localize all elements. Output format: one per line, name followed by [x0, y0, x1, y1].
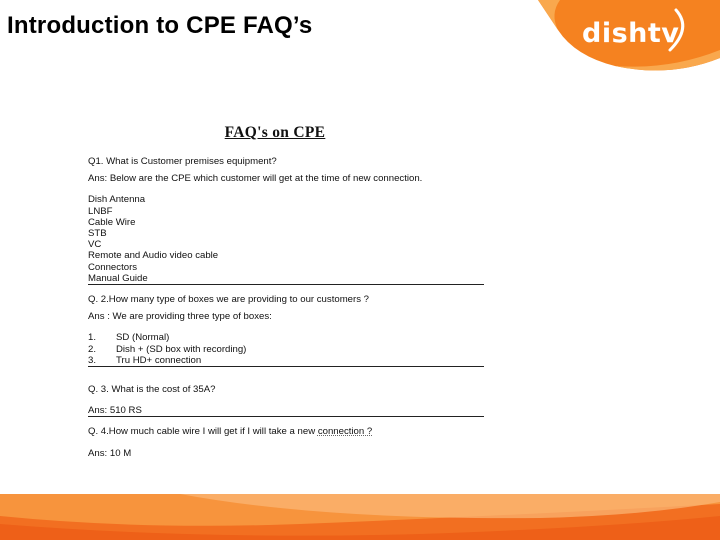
divider	[88, 284, 484, 285]
question-2: Q. 2.How many type of boxes we are providing to our customers ?	[88, 294, 370, 306]
divider	[88, 366, 484, 367]
footer-band	[0, 494, 720, 540]
list-item: STB	[88, 228, 107, 240]
document-heading: FAQ's on CPE	[224, 124, 326, 141]
list-number: 3.	[88, 354, 97, 366]
answer-3: Ans: 510 RS	[88, 405, 142, 417]
dishtv-logo	[520, 0, 720, 72]
list-number: 2.	[88, 343, 97, 355]
question-4	[88, 426, 488, 437]
question-4-text: Q. 4.How much cable wire I will get if I will take a new	[88, 426, 318, 438]
list-item	[88, 332, 488, 343]
list-item: Remote and Audio video cable	[88, 250, 219, 262]
cpe-item-list	[88, 194, 488, 284]
list-text: SD (Normal)	[116, 332, 170, 344]
question-4-connection-text: connection ?	[317, 426, 373, 438]
question-3: Q. 3. What is the cost of 35A?	[88, 384, 216, 396]
question-1: Q1. What is Customer premises equipment?	[88, 156, 277, 167]
list-item: LNBF	[88, 205, 113, 217]
list-number: 1.	[88, 332, 97, 344]
logo-text: dishtv	[582, 18, 680, 49]
faq-document	[88, 124, 488, 480]
box-type-list	[88, 332, 488, 366]
list-item: Cable Wire	[88, 216, 136, 228]
list-item	[88, 355, 488, 366]
list-item	[88, 344, 488, 355]
list-text: Dish + (SD box with recording)	[116, 343, 247, 355]
list-item: Manual Guide	[88, 272, 148, 284]
divider	[88, 416, 484, 417]
answer-1: Ans: Below are the CPE which customer will get at the time of new connection.	[88, 173, 423, 185]
slide-title: Introduction to CPE FAQ’s	[7, 12, 313, 39]
list-item: Dish Antenna	[88, 194, 146, 206]
list-text: Tru HD+ connection	[116, 354, 202, 366]
list-item: Connectors	[88, 261, 138, 273]
list-item: VC	[88, 239, 102, 251]
answer-2: Ans : We are providing three type of boxes:	[88, 311, 272, 323]
answer-4: Ans: 10 M	[88, 447, 132, 459]
